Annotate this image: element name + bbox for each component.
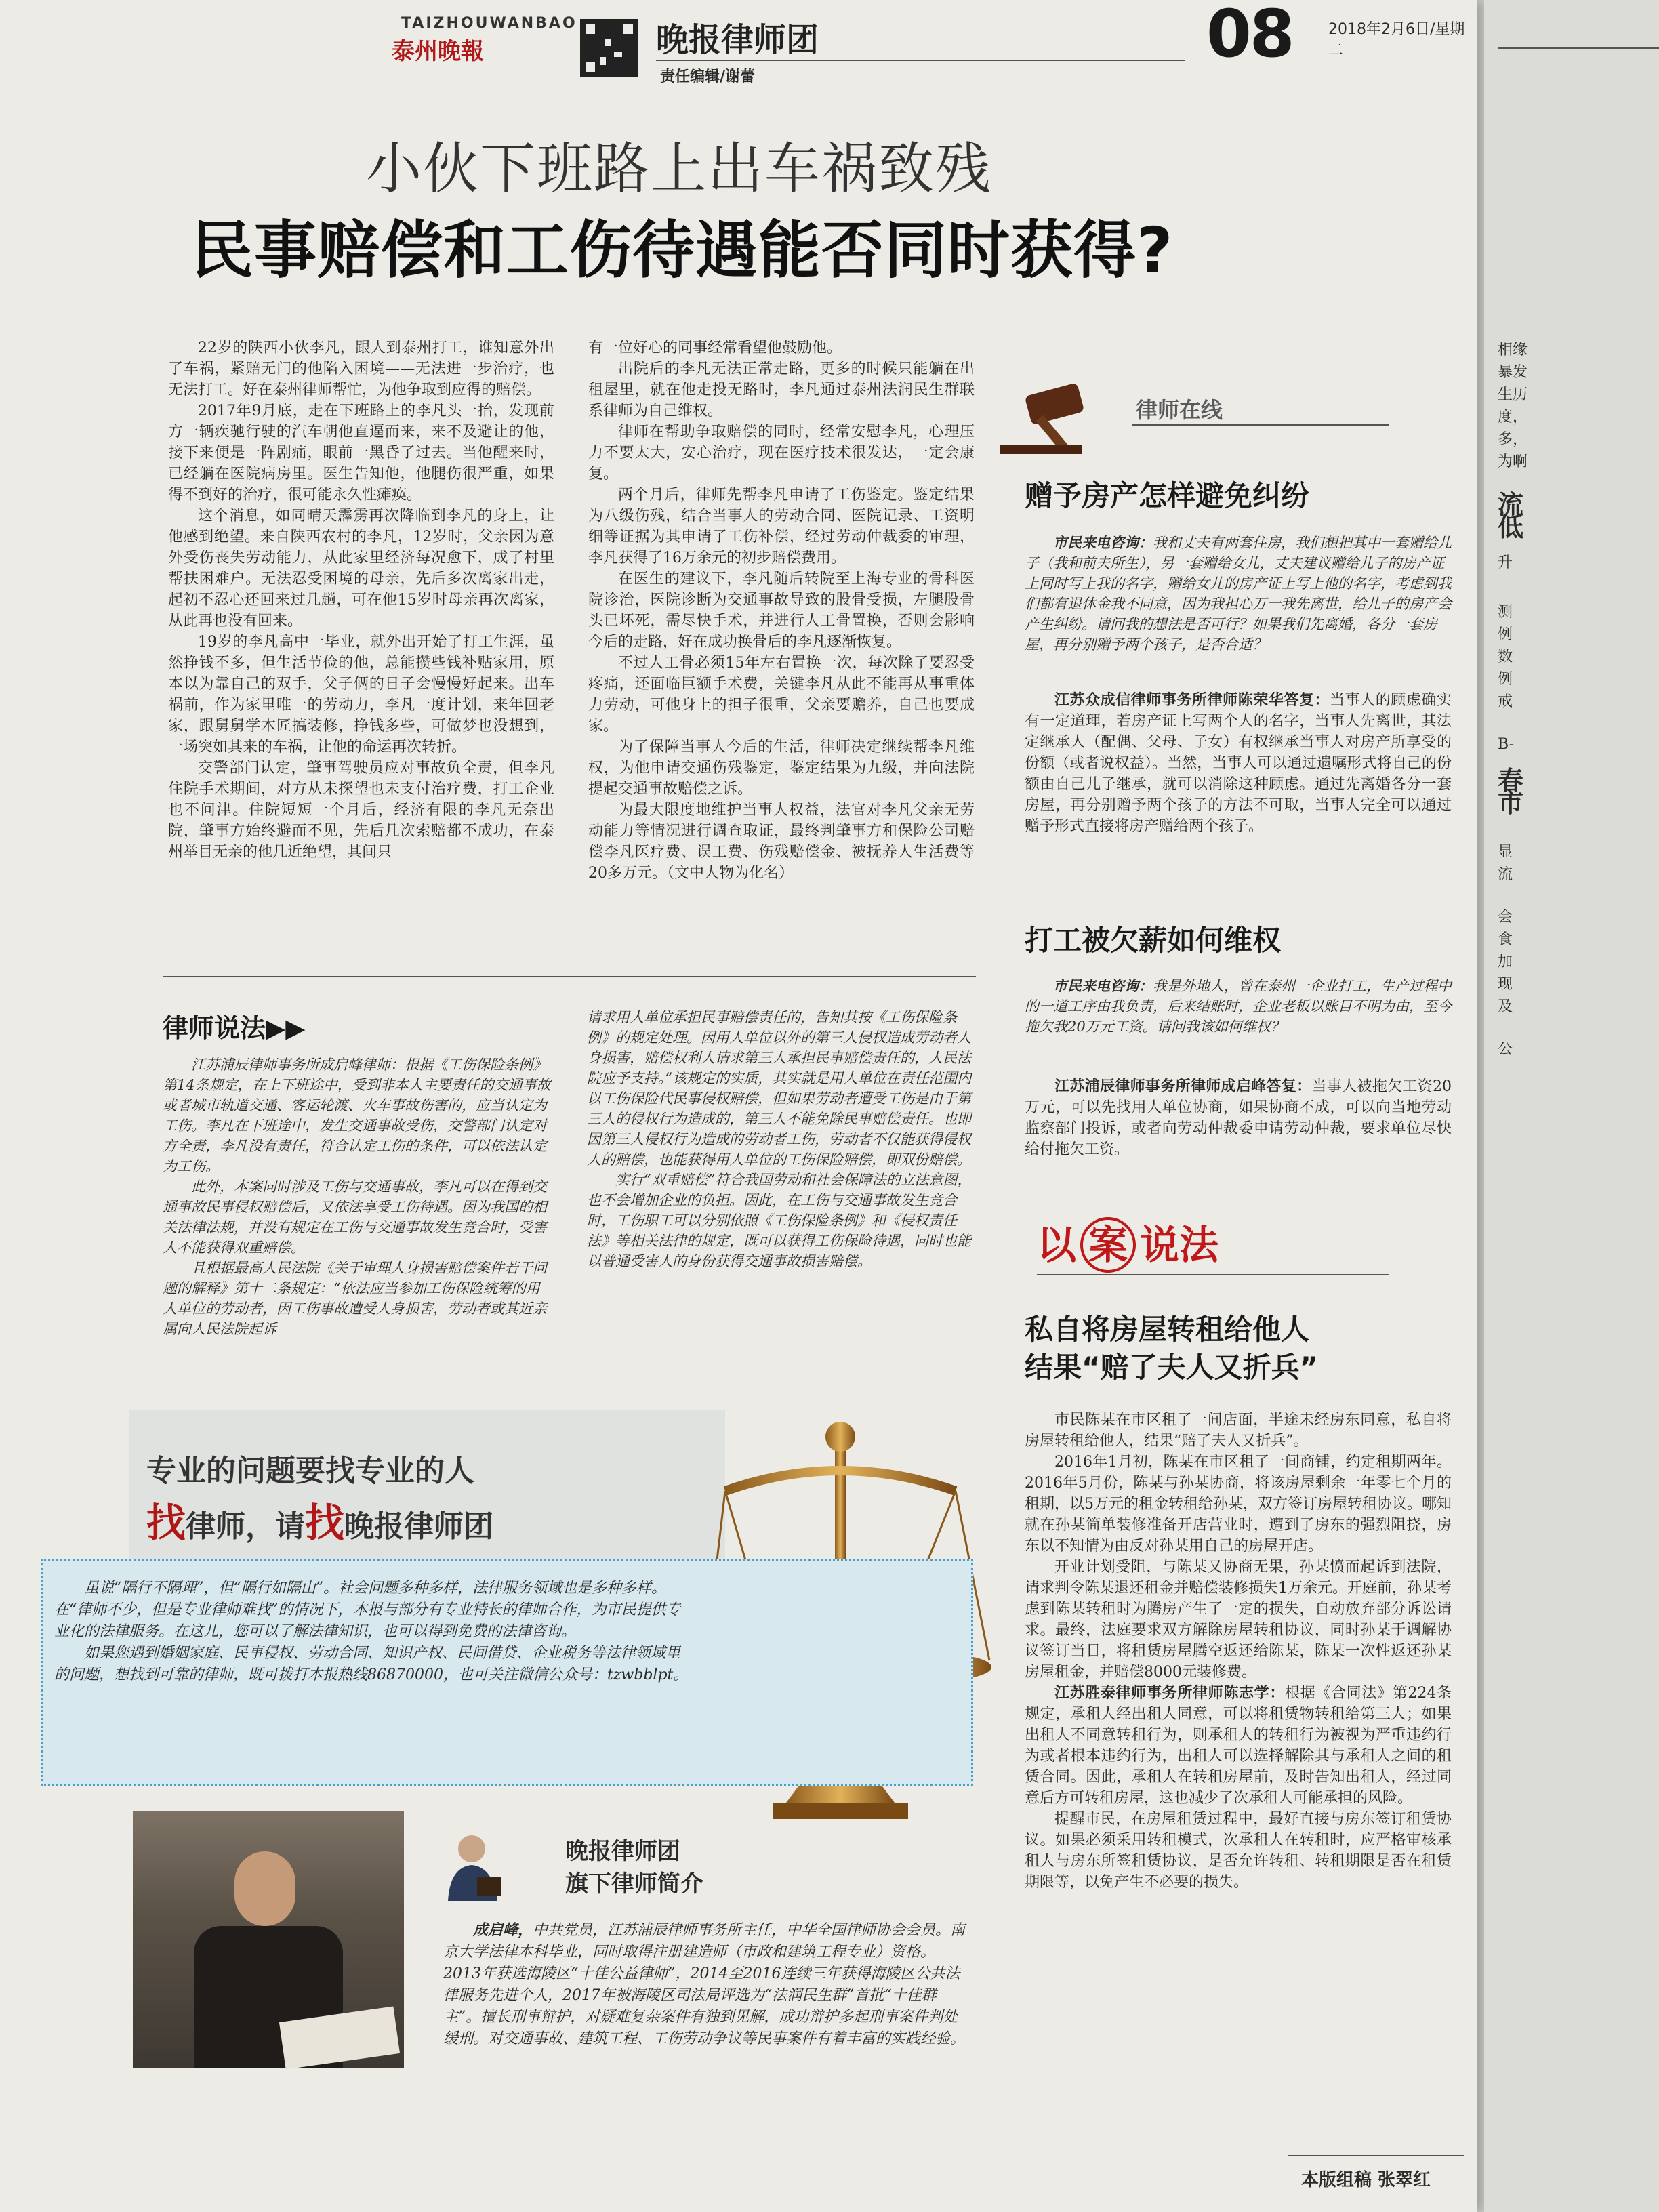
- paragraph: 2016年1月初，陈某在市区租了一间商铺，约定租期两年。2016年5月份，陈某与孙某协商，将该房屋剩余一年零七个月的租期，以5万元的租金转租给孙某，双方签订房屋转租协议。哪知就在孙某简单装修准备开店营业时，遭到了房东的强烈阻挠，房东以不知情为由反对孙某用自己的房屋开店。: [1025, 1454, 1452, 1555]
- case-section-title: 以 案 说法: [1037, 1213, 1218, 1273]
- paragraph: 在医生的建议下，李凡随后转院至上海专业的骨科医院诊治，医院诊断为交通事故导致的股骨受损，左腿股骨头已坏死，需尽快手术，并进行人工骨置换，否则会影响今后的走路，好在成功换骨后的李凡逐渐恢复。: [588, 571, 975, 651]
- column-title: 晚报律师团: [656, 21, 819, 59]
- paragraph: 两个月后，律师先帮李凡申请了工伤鉴定。鉴定结果为八级伤残，结合当事人的劳动合同、医院记录、工资明细等证据为其申请了工伤补偿，经过劳动仲裁委的审理，李凡获得了16万余元的初步赔偿费用。: [588, 487, 975, 567]
- paragraph: 此外，本案同时涉及工伤与交通事故，李凡可以在得到交通事故民事侵权赔偿后，又依法享受工伤待遇。因为我国的相关法律法规，并没有规定在工伤与交通事故发生竞合时，受害人不能获得双重赔偿。: [163, 1179, 547, 1256]
- masthead-latin: TAIZHOUWANBAO: [401, 15, 577, 32]
- adjacent-page-edge: [1484, 0, 1659, 2212]
- lawyer-says-column-1: [163, 1054, 552, 1339]
- profile-bio: 成启峰，中共党员，江苏浦辰律师事务所主任，中华全国律师协会会员。南京大学法律本科毕业，同时取得注册建造师（市政和建筑工程专业）资格。2013年获选海陵区“十佳公益律师”，2014至2016连续三年获得海陵区公共法律服务先进个人，2017年被海陵区司法局评选为“法润民生群”首批“十佳群主”。擅长刑事辩护，对疑难复杂案件有独到见解，成功辩护多起刑事案件判处缓刑。对交通事故、建筑工程、工伤劳动争议等民事案件有着丰富的实践经验。: [443, 1921, 966, 2047]
- paragraph: 市民陈某在市区租了一间店面，半途未经房东同意，私自将房屋转租给他人，结果“赔了夫人又折兵”。: [1025, 1412, 1452, 1450]
- paragraph: 且根据最高人民法院《关于审理人身损害赔偿案件若干问题的解释》第十二条规定：“依法应当参加工伤保险统筹的用人单位的劳动者，因工伤事故遭受人身损害，劳动者或其近亲属向人民法院起诉: [163, 1260, 547, 1337]
- paragraph: 出院后的李凡无法正常走路，更多的时候只能躺在出租屋里，就在他走投无路时，李凡通过泰州法润民生群联系律师为自己维权。: [588, 361, 975, 419]
- promo-title: 专业的问题要找专业的人: [146, 1454, 474, 1488]
- q2-answer: 江苏浦辰律师事务所律师成启峰答复：当事人被拖欠工资20万元，可以先找用人单位协商，如果协商不成，可以向当地劳动监察部门投诉，或者向劳动仲裁委申请劳动仲裁，要求单位尽快给付拖欠工资。: [1025, 1078, 1452, 1158]
- case-headline-2: 结果“赔了夫人又折兵”: [1025, 1351, 1319, 1384]
- lawyer-photo: [133, 1811, 404, 2068]
- headline-kicker: 小伙下班路上出车祸致残: [366, 137, 993, 201]
- qr-code-icon: [580, 19, 638, 77]
- paragraph: 江苏浦辰律师事务所成启峰律师：根据《工伤保险条例》第14条规定，在上下班途中，受到非本人主要责任的交通事故或者城市轨道交通、客运轮渡、火车事故伤害的，应当认定为工伤。李凡在下班途中，发生交通事故受伤，交警部门认定对方全责，李凡没有责任，符合认定工伤的条件，可以依法认定为工伤。: [163, 1057, 551, 1174]
- paragraph: 实行“双重赔偿”符合我国劳动和社会保障法的立法意图，也不会增加企业的负担。因此，在工伤与交通事故发生竞合时，工伤职工可以分别依照《工伤保险条例》和《侵权责任法》等相关法律的规定，既可以获得工伤保险待遇，同时也能以普通受害人的身份获得交通事故损害赔偿。: [587, 1172, 972, 1269]
- profile-label-2: 旗下律师简介: [565, 1870, 703, 1898]
- promo-text: [54, 1578, 691, 1686]
- paragraph: 为了保障当事人今后的生活，律师决定继续帮李凡维权，为他申请交通伤残鉴定，鉴定结果为九级，并向法院提起交通事故赔偿之诉。: [588, 739, 975, 798]
- case-story: [1025, 1410, 1452, 1893]
- issue-date: 2018年2月6日/星期二: [1328, 21, 1465, 59]
- page-number: 08: [1206, 0, 1293, 72]
- lawyer-says-column-2: [587, 1007, 977, 1271]
- paragraph: 19岁的李凡高中一毕业，就外出开始了打工生涯，虽然挣钱不多，但生活节俭的他，总能攒些钱补贴家用，原本以为靠自己的双手，父子俩的日子会慢慢好起来。出车祸前，作为家里唯一的劳动力，李凡一度计划，来年回老家，跟舅舅学木匠搞装修，挣钱多些，可做梦也没想到，一场突如其来的车祸，让他的命运再次转折。: [168, 634, 554, 756]
- profile-label-1: 晚报律师团: [565, 1838, 680, 1865]
- case-headline-1: 私自将房屋转租给他人: [1025, 1313, 1310, 1346]
- editor-credit: 责任编辑/谢蕾: [660, 68, 756, 85]
- paragraph: 22岁的陕西小伙李凡，跟人到泰州打工，谁知意外出了车祸，紧赔无门的他陷入困境——无法进一步治疗，也无法打工。好在泰州律师帮忙，为他争取到应得的赔偿。: [168, 340, 554, 398]
- paragraph: 开业计划受阻，与陈某又协商无果，孙某愤而起诉到法院，请求判令陈某退还租金并赔偿装修损失1万余元。开庭前，孙某考虑到陈某转租时为腾房产生了一定的损失，自动放弃部分诉讼请求。最终，法庭要求双方解除房屋转租协议，同时孙某于调解协议签订当日，将租赁房屋腾空返还给陈某，陈某一次性返还孙某房屋租金，并赔偿8000元装修费。: [1025, 1559, 1452, 1681]
- paragraph: 提醒市民，在房屋租赁过程中，最好直接与房东签订租赁协议。如果必须采用转租模式，次承租人在转租时，应严格审核承租人与房东所签租赁协议，是否允许转租、转租期限是否在租赁期限等，以免产生不必要的损失。: [1025, 1811, 1452, 1891]
- paragraph: 江苏胜泰律师事务所律师陈志学：根据《合同法》第224条规定，承租人经出租人同意，可以将租赁物转租给第三人；如果出租人不同意转租行为，则承租人的转租行为被视为严重违约行为或者根本违约行为，出租人可以选择解除其与承租人之间的租赁合同。因此，承租人在转租房屋前，及时告知出租人，经过同意后方可转租房屋，这也减少了次承租人可能承担的风险。: [1025, 1684, 1452, 1807]
- paragraph: 虽说“隔行不隔理”，但“隔行如隔山”。社会问题多种多样，法律服务领域也是多种多样。在“律师不少，但是专业律师难找”的情况下，本报与部分有专业特长的律师合作，为市民提供专业化的法律服务。在这儿，您可以了解法律知识，也可以得到免费的法律咨询。: [54, 1580, 681, 1640]
- case-stamp-icon: 案: [1080, 1217, 1136, 1273]
- story-column-2: [588, 337, 975, 884]
- paragraph: 为最大限度地维护当事人权益，法官对李凡父亲无劳动能力等情况进行调查取证，最终判肇事方和保险公司赔偿李凡医疗费、误工费、伤残赔偿金、被抚养人生活费等20多万元。（文中人物为化名）: [588, 802, 975, 882]
- page-editor-sign: 本版组稿 张翠红: [1301, 2170, 1431, 2190]
- q1-question: 市民来电咨询：我和丈夫有两套住房，我们想把其中一套赠给儿子（我和前夫所生），另一套赠给女儿，丈夫建议赠给儿子的房产证上同时写上我的名字，赠给女儿的房产证上写上他的名字，考虑到我们都有退休金我不同意，因为我担心万一我先离世，给儿子的房产会产生纠纷。请问我的想法是否可行？如果我们先离婚，各分一套房屋，再分别赠予两个孩子，是否合适？: [1025, 534, 1452, 653]
- q2-title: 打工被欠薪如何维权: [1025, 924, 1282, 957]
- paragraph: 2017年9月底，走在下班路上的李凡头一抬，发现前方一辆疾驰行驶的汽车朝他直逼而来，来不及避让的他，接下来便是一阵剧痛，眼前一黑昏了过去。当他醒来时，已经躺在医院病房里。医生告知他，他腿伤很严重，如果得不到好的治疗，很可能永久性瘫痪。: [168, 403, 554, 504]
- story-column-1: [168, 337, 554, 863]
- paragraph: 请求用人单位承担民事赔偿责任的，告知其按《工伤保险条例》的规定处理。因用人单位以外的第三人侵权造成劳动者人身损害，赔偿权利人请求第三人承担民事赔偿责任的，人民法院应予支持。”该规定的实质，其实就是用人单位在责任范围内以工伤保险代民事侵权赔偿，但如果劳动者遭受工伤是由于第三人的侵权行为造成的，第三人不能免除民事赔偿责任。也即因第三人侵权行为造成的劳动者工伤，劳动者不仅能获得侵权人的赔偿，也能获得用人单位的工伤保险赔偿，即双份赔偿。: [587, 1009, 972, 1168]
- paragraph: 这个消息，如同晴天霹雳再次降临到李凡的身上，让他感到绝望。来自陕西农村的李凡，12岁时，父亲因为意外受伤丧失劳动能力，从此家里经济每况愈下，成了村里帮扶困难户。无法忍受困境的母亲，先后多次离家出走，起初不忍心还回来过几趟，可在他15岁时母亲再次离家，从此再也没有回来。: [168, 508, 554, 630]
- q1-title: 赠予房产怎样避免纠纷: [1025, 479, 1310, 512]
- paragraph: 交警部门认定，肇事驾驶员应对事故负全责，但李凡住院手术期间，对方从未探望也未支付治疗费，打工企业也不问津。住院短短一个月后，经济有限的李凡无奈出院，肇事方始终避而不见，先后几次索赔都不成功，在泰州举目无亲的他几近绝望，其间只: [168, 760, 554, 861]
- edge-text: 相缘 暴发 生历 度， 多， 为啊 流 低 升 测 例 数 例 戒 B- 春 市 显 流 会 食 加 现 及 公: [1498, 342, 1528, 1058]
- paragraph: 律师在帮助争取赔偿的同时，经常安慰李凡，心理压力不要太大，安心治疗，现在医疗技术很发达，一定会康复。: [588, 424, 975, 483]
- profile-name: 成启峰，: [473, 1921, 533, 1939]
- q2-question: 市民来电咨询：我是外地人，曾在泰州一企业打工，生产过程中的一道工序由我负责，后来结账时，企业老板以账目不明为由，至今拖欠我20万元工资。请问我该如何维权？: [1025, 977, 1452, 1035]
- lawyer-avatar-icon: [445, 1830, 506, 1904]
- lawyer-says-title: 律师说法▶▶: [163, 1013, 306, 1043]
- headline-main: 民事赔偿和工伤待遇能否同时获得?: [191, 214, 1174, 287]
- paragraph: 如果您遇到婚姻家庭、民事侵权、劳动合同、知识产权、民间借贷、企业税务等法律领域里的问题，想找到可靠的律师，既可拨打本报热线86870000，也可关注微信公众号：tzwbblpt。: [54, 1645, 689, 1683]
- paragraph: 有一位好心的同事经常看望他鼓励他。: [588, 340, 842, 356]
- promo-subtitle: 找律师，请找晚报律师团: [146, 1500, 494, 1546]
- paragraph: 不过人工骨必须15年左右置换一次，每次除了要忍受疼痛，还面临巨额手术费，关键李凡从此不能再从事重体力劳动，可他身上的担子很重，父亲要赡养，自己也要成家。: [588, 655, 975, 735]
- q1-answer: 江苏众成信律师事务所律师陈荣华答复：当事人的顾虑确实有一定道理，若房产证上写两个人的名字，当事人先离世，其法定继承人（配偶、父母、子女）有权继承当事人对房产所享受的份额（或者说权益）。当然，当事人可以通过遗嘱形式将自己的份额由自己儿子继承，就可以消除这种顾虑。通过先离婚各分一套房屋，再分别赠予两个孩子的方法不可取，当事人完全可以通过赠予形式直接将房产赠给两个孩子。: [1025, 691, 1452, 835]
- gavel-icon: [1000, 384, 1082, 451]
- masthead-logo: 泰州晚報: [392, 38, 484, 65]
- lawyer-online-label: 律师在线: [1136, 397, 1223, 423]
